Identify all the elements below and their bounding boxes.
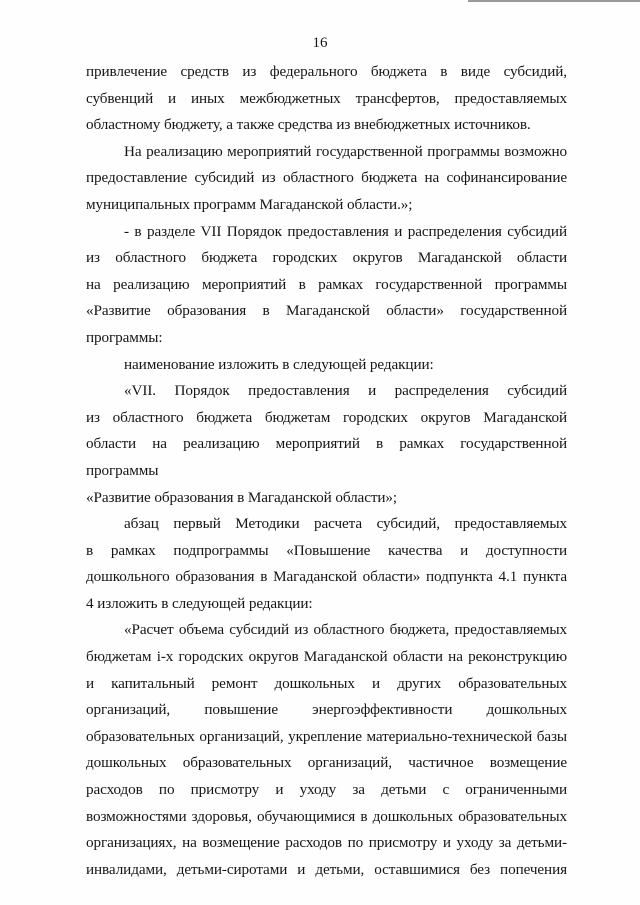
paragraph-6-line-4: 4 изложить в следующей редакции: xyxy=(86,594,313,612)
paragraph-7-line-8: возможностями здоровья, обучающимися в дошкольных образовательных xyxy=(86,807,567,825)
scan-edge-line xyxy=(468,0,640,2)
paragraph-6-line-3: дошкольного образования в Магаданской области» подпункта 4.1 пункта xyxy=(86,568,567,586)
paragraph-6-line-2: в рамках подпрограммы «Повышение качества и доступности xyxy=(86,541,567,559)
paragraph-5-line-1: «VII. Порядок предоставления и распределения субсидий xyxy=(124,382,567,400)
paragraph-1-line-2: субвенций и иных межбюджетных трансфертов, предоставляемых xyxy=(86,89,567,107)
paragraph-5-line-3: области на реализацию мероприятий в рамках государственной программы xyxy=(86,435,567,479)
paragraph-7-line-7: расходов по присмотру и уходу за детьми с ограниченными xyxy=(86,781,567,799)
paragraph-5-line-2: из областного бюджета бюджетам городских округов Магаданской xyxy=(86,408,567,426)
paragraph-7-line-10: инвалидами, детьми-сиротами и детьми, оставшимися без попечения xyxy=(86,860,567,878)
paragraph-3-line-2: из областного бюджета городских округов Магаданской области xyxy=(86,249,567,267)
paragraph-2-line-1: На реализацию мероприятий государственной программы возможно xyxy=(124,142,567,160)
paragraph-2-line-2: предоставление субсидий из областного бюджета на софинансирование xyxy=(86,169,567,187)
paragraph-4-line-1: наименование изложить в следующей редакции: xyxy=(124,355,434,373)
paragraph-7-line-2: бюджетам i-х городских округов Магаданской области на реконструкцию xyxy=(86,648,567,666)
paragraph-7-line-9: организациях, на возмещение расходов по присмотру и уходу за детьми- xyxy=(86,834,567,852)
paragraph-7-line-6: дошкольных образовательных организаций, частичное возмещение xyxy=(86,754,567,772)
document-body xyxy=(86,59,567,883)
page-number: 16 xyxy=(312,35,328,51)
paragraph-3-line-5: программы: xyxy=(86,328,163,346)
paragraph-7-line-5: образовательных организаций, укрепление материально-технической базы xyxy=(86,727,567,745)
paragraph-6-line-1: абзац первый Методики расчета субсидий, предоставляемых xyxy=(124,515,567,533)
paragraph-7-line-4: организаций, повышение энергоэффективности дошкольных xyxy=(86,701,567,719)
paragraph-3-line-3: на реализацию мероприятий в рамках государственной программы xyxy=(86,275,567,293)
paragraph-1-line-1: привлечение средств из федерального бюджета в виде субсидий, xyxy=(86,63,567,80)
paragraph-5-line-4: «Развитие образования в Магаданской области»; xyxy=(86,488,398,506)
paragraph-7-line-1: «Расчет объема субсидий из областного бюджета, предоставляемых xyxy=(124,621,567,639)
paragraph-7-line-3: и капитальный ремонт дошкольных и других образовательных xyxy=(86,674,567,692)
paragraph-3-line-4: «Развитие образования в Магаданской области» государственной xyxy=(86,302,567,320)
paragraph-3-line-1: - в разделе VII Порядок предоставления и распределения субсидий xyxy=(124,222,567,240)
paragraph-2-line-3: муниципальных программ Магаданской области.»; xyxy=(86,195,413,213)
paragraph-1-line-3: областному бюджету, а также средства из внебюджетных источников. xyxy=(86,116,531,134)
